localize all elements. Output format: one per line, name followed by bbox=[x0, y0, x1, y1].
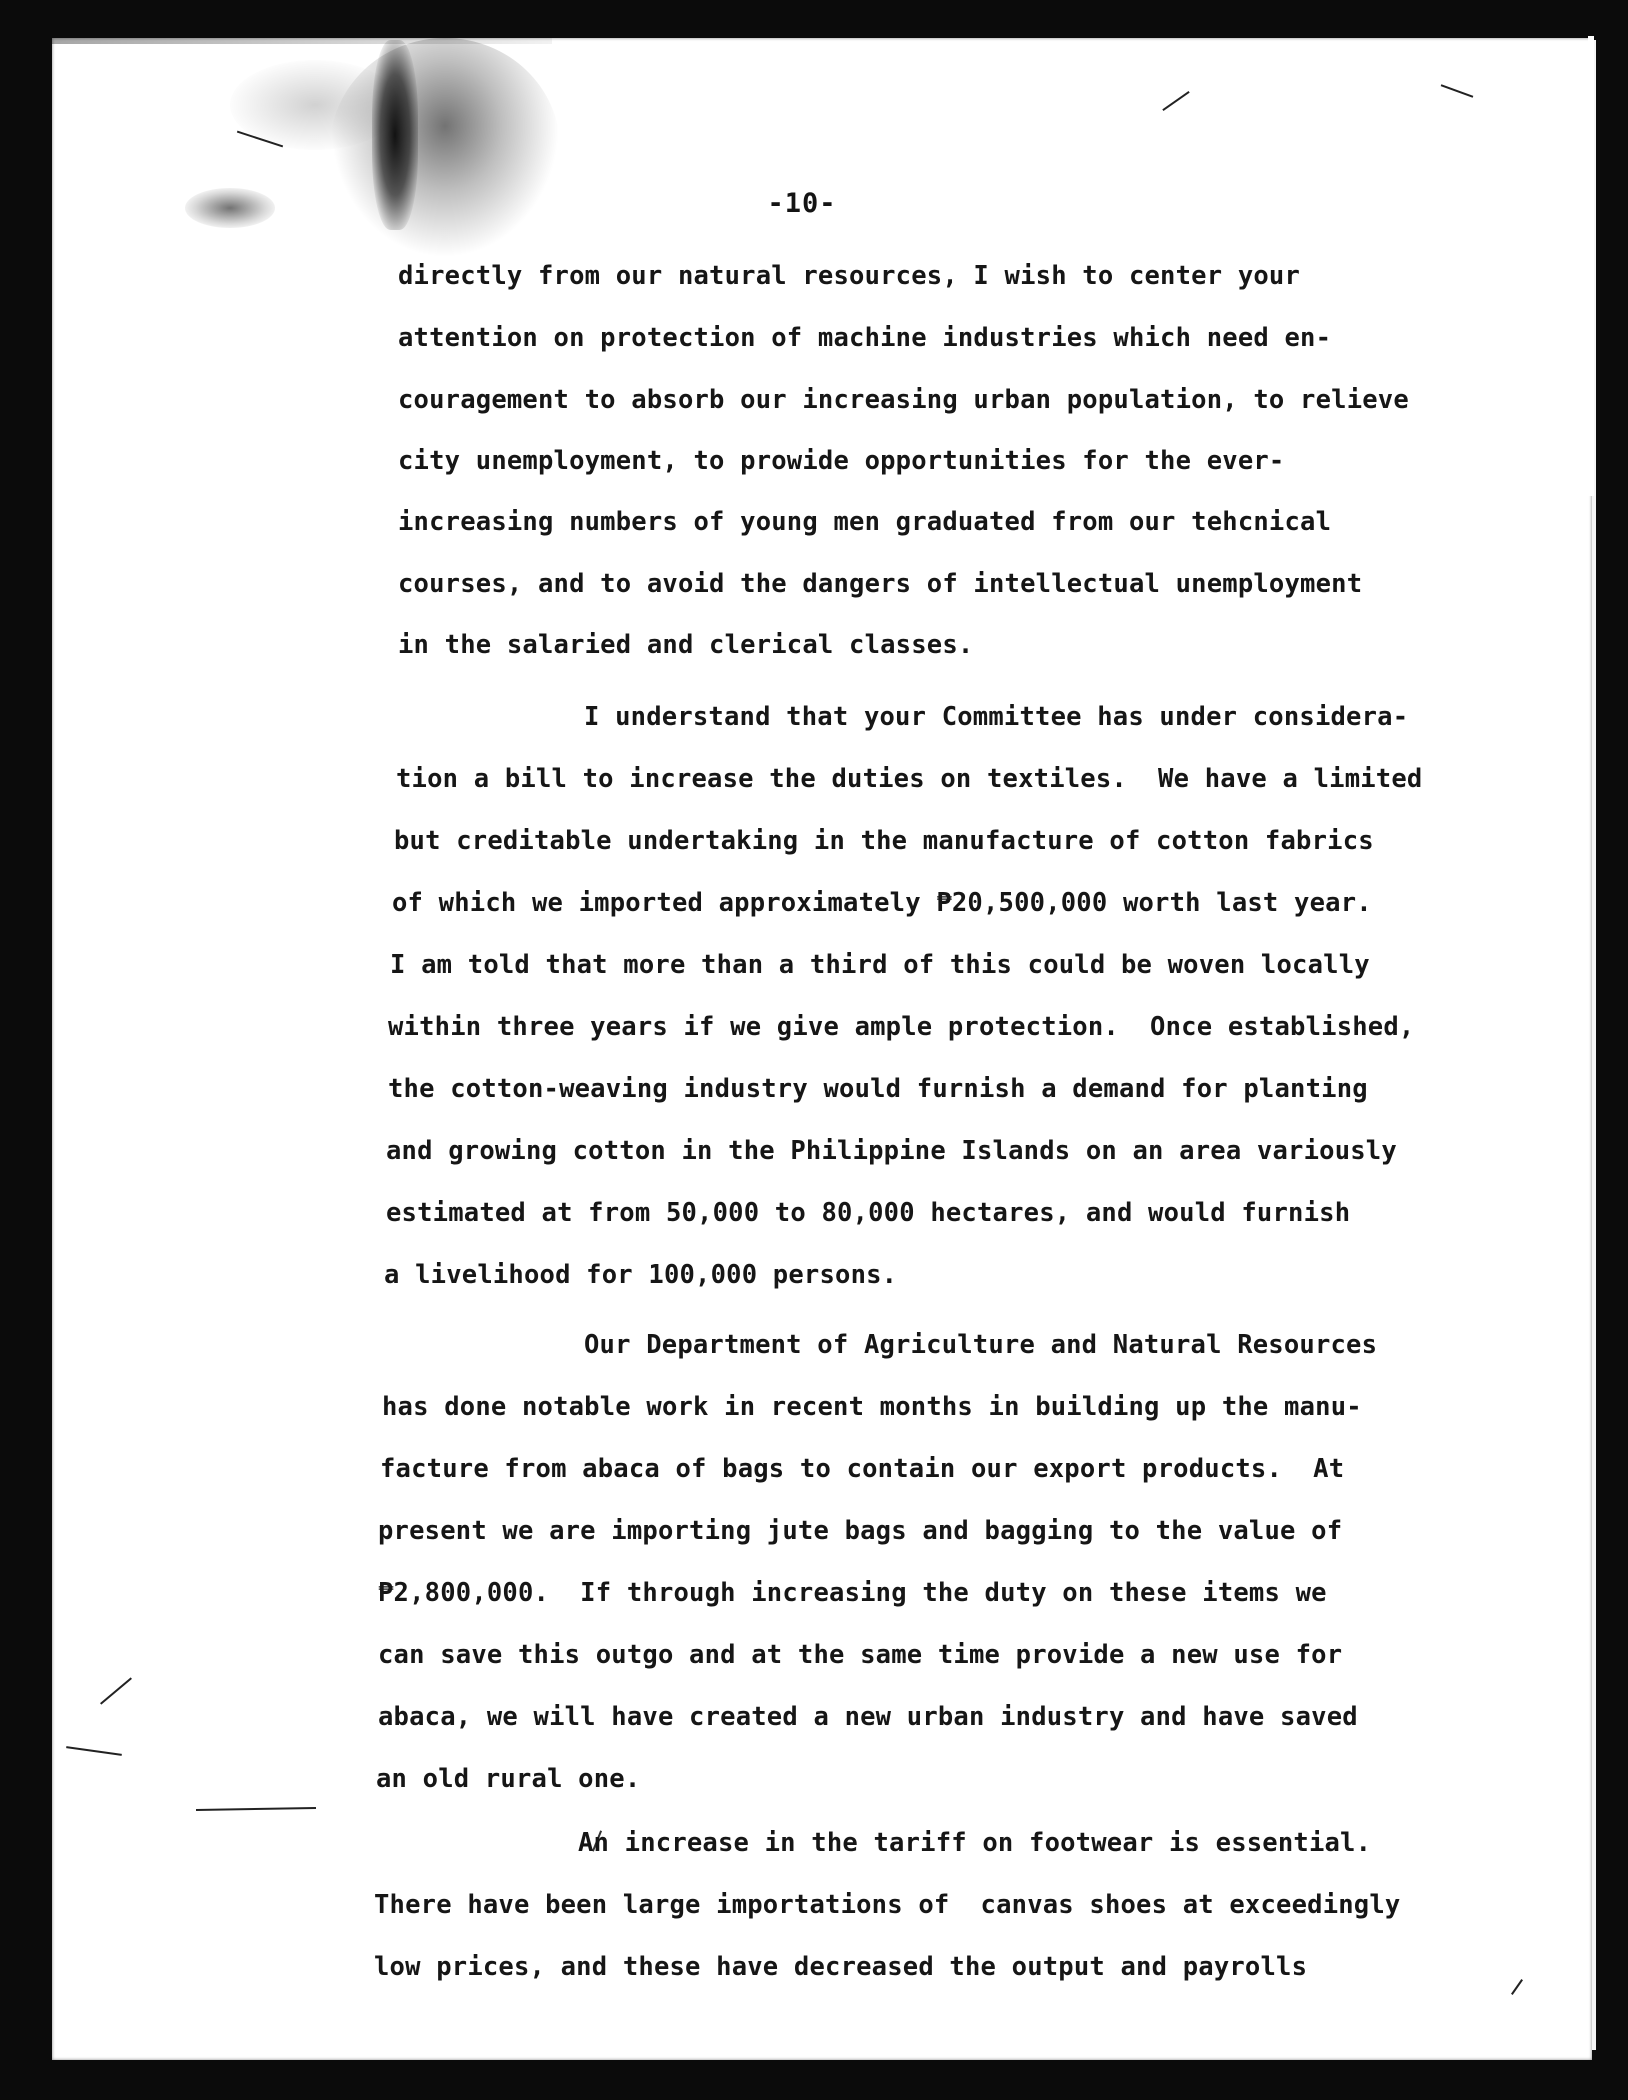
text-line: city unemployment, to prowide opportunities for the ever- bbox=[398, 446, 1285, 476]
text-line: abaca, we will have created a new urban industry and have saved bbox=[378, 1702, 1358, 1732]
text-line: the cotton-weaving industry would furnish a demand for planting bbox=[388, 1074, 1368, 1104]
text-line: present we are importing jute bags and bagging to the value of bbox=[378, 1516, 1343, 1546]
paragraph-first-line: Our Department of Agriculture and Natural Resources bbox=[584, 1330, 1378, 1360]
paragraph-first-line: I understand that your Committee has under considera- bbox=[584, 702, 1409, 732]
text-line: I am told that more than a third of this could be woven locally bbox=[390, 950, 1370, 980]
text-line: directly from our natural resources, I wish to center your bbox=[398, 261, 1301, 291]
text-line: courses, and to avoid the dangers of intellectual unemployment bbox=[398, 569, 1363, 599]
page-number: -10- bbox=[767, 188, 837, 219]
text-line: tion a bill to increase the duties on textiles. We have a limited bbox=[396, 764, 1423, 794]
text-line: There have been large importations of canvas shoes at exceedingly bbox=[374, 1890, 1401, 1920]
paragraph-first-line: An increase in the tariff on footwear is essential. bbox=[578, 1828, 1372, 1858]
text-line: increasing numbers of young men graduated from our tehcnical bbox=[398, 507, 1332, 537]
text-line: ₱2,800,000. If through increasing the duty on these items we bbox=[378, 1578, 1327, 1608]
scan-shadow-strip bbox=[52, 38, 552, 44]
text-line: low prices, and these have decreased the output and payrolls bbox=[374, 1952, 1308, 1982]
text-line: can save this outgo and at the same time provide a new use for bbox=[378, 1640, 1343, 1670]
text-line: couragement to absorb our increasing urban population, to relieve bbox=[398, 385, 1409, 415]
paper-edge-top bbox=[1588, 36, 1594, 496]
text-line: has done notable work in recent months in building up the manu- bbox=[382, 1392, 1362, 1422]
text-line: an old rural one. bbox=[376, 1764, 641, 1794]
text-line: but creditable undertaking in the manufacture of cotton fabrics bbox=[394, 826, 1374, 856]
text-line: a livelihood for 100,000 persons. bbox=[384, 1260, 898, 1290]
text-line: attention on protection of machine industries which need en- bbox=[398, 323, 1332, 353]
text-line: in the salaried and clerical classes. bbox=[398, 630, 974, 660]
text-line: facture from abaca of bags to contain our export products. At bbox=[380, 1454, 1345, 1484]
page-number-row bbox=[0, 188, 1628, 219]
text-line: and growing cotton in the Philippine Islands on an area variously bbox=[386, 1136, 1397, 1166]
text-line: within three years if we give ample protection. Once established, bbox=[388, 1012, 1415, 1042]
text-line: estimated at from 50,000 to 80,000 hectares, and would furnish bbox=[386, 1198, 1351, 1228]
text-line: of which we imported approximately ₱20,500,000 worth last year. bbox=[392, 888, 1372, 918]
